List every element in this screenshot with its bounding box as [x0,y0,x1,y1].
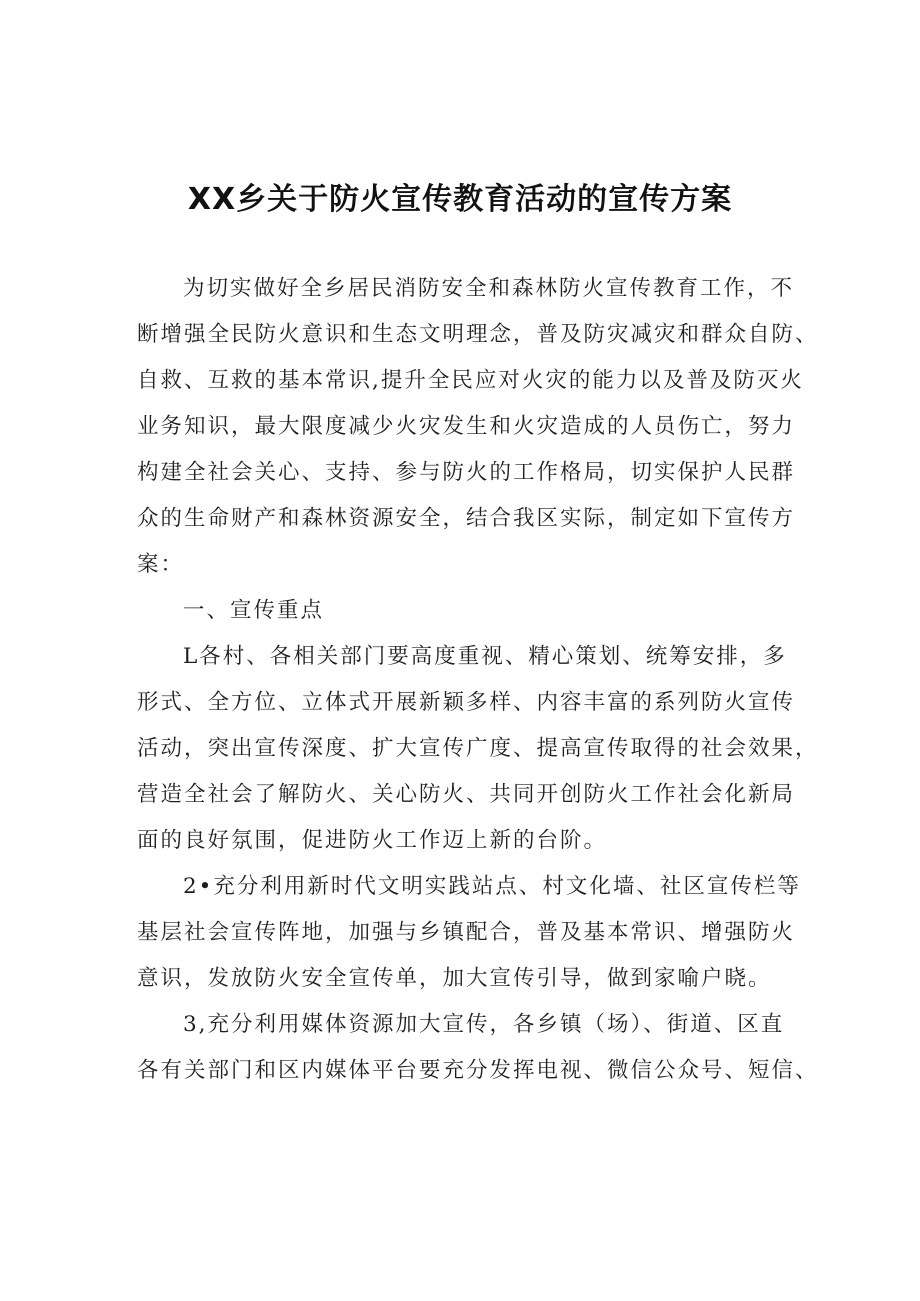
text-line: 形式、全方位、立体式开展新颖多样、内容丰富的系列防火宣传 [137,690,796,715]
text-line: 案： [137,552,185,577]
intro-paragraph [137,266,819,588]
text-line: 2•充分利用新时代文明实践站点、村文化墙、社区宣传栏等 [183,874,801,899]
text-line: 意识，发放防火安全宣传单，加大宣传引导，做到家喻户晓。 [137,966,772,991]
text-line: 众的生命财产和森林资源安全，结合我区实际，制定如下宣传方 [137,506,796,531]
text-line: 为切实做好全乡居民消防安全和森林防火宣传教育工作，不 [183,276,795,301]
text-line: 自救、互救的基本常识,提升全民应对火灾的能力以及普及防灭火 [137,368,804,393]
text-line: 业务知识，最大限度减少火灾发生和火灾造成的人员伤亡，努力 [137,414,796,439]
text-line: 活动，突出宣传深度、扩大宣传广度、提高宣传取得的社会效果， [137,736,819,761]
text-line: 营造全社会了解防火、关心防火、共同开创防火工作社会化新局 [137,782,796,807]
text-line: 断增强全民防火意识和生态文明理念，普及防灾减灾和群众自防、 [137,322,819,347]
item-1-paragraph [137,634,819,864]
item-2-paragraph [137,864,801,1002]
text-line: L各村、各相关部门要高度重视、精心策划、统筹安排，多 [183,644,787,669]
text-line: 3,充分利用媒体资源加大宣传，各乡镇（场）、街道、区直 [183,1012,785,1037]
text-line: 面的良好氛围，促进防火工作迈上新的台阶。 [137,828,608,853]
document-body [137,266,819,1094]
text-line: 构建全社会关心、支持、参与防火的工作格局，切实保护人民群 [137,460,796,485]
item-3-paragraph [137,1002,819,1094]
text-line: 各有关部门和区内媒体平台要充分发挥电视、微信公众号、短信、 [137,1058,819,1083]
section-heading: 一、宣传重点 [183,598,325,623]
document-title: XX乡关于防火宣传教育活动的宣传方案 [187,182,733,217]
text-line: 基层社会宣传阵地，加强与乡镇配合，普及基本常识、增强防火 [137,920,796,945]
